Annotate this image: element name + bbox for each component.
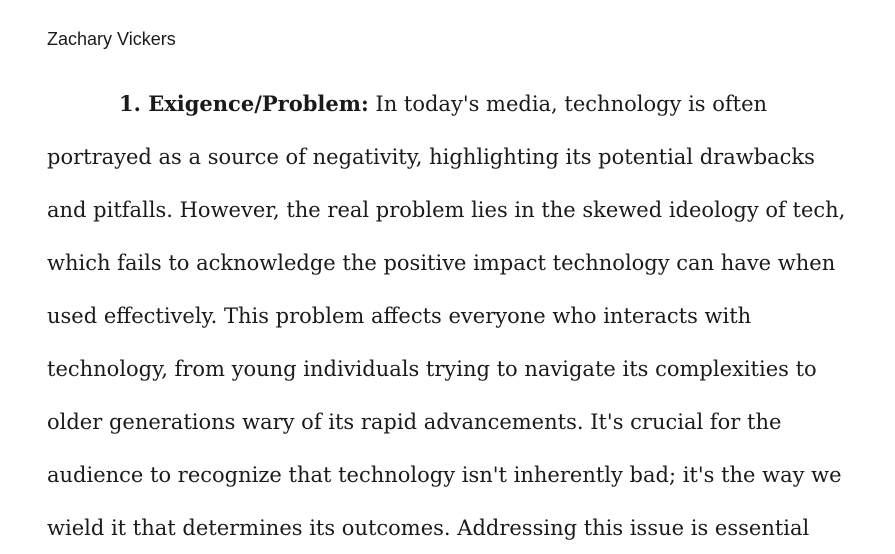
paragraph-line: portrayed as a source of negativity, highlighting its potential drawbacks xyxy=(47,145,815,169)
paragraph-line: wield it that determines its outcomes. Addressing this issue is essential xyxy=(47,516,810,540)
paragraph-line: which fails to acknowledge the positive impact technology can have when xyxy=(47,251,836,275)
paragraph-line: and pitfalls. However, the real problem lies in the skewed ideology of tech, xyxy=(47,198,846,222)
paragraph-line: used effectively. This problem affects everyone who interacts with xyxy=(47,304,752,328)
paragraph-line: technology, from young individuals trying to navigate its complexities to xyxy=(47,357,817,381)
exigence-paragraph xyxy=(47,86,877,554)
section-heading: 1. Exigence/Problem: xyxy=(119,91,369,116)
paragraph-line xyxy=(47,86,877,139)
paragraph-line: audience to recognize that technology isn't inherently bad; it's the way we xyxy=(47,463,842,487)
paragraph-line: older generations wary of its rapid advancements. It's crucial for the xyxy=(47,410,782,434)
author-name: Zachary Vickers xyxy=(47,29,176,49)
paragraph-line-text: In today's media, technology is often xyxy=(368,92,768,116)
